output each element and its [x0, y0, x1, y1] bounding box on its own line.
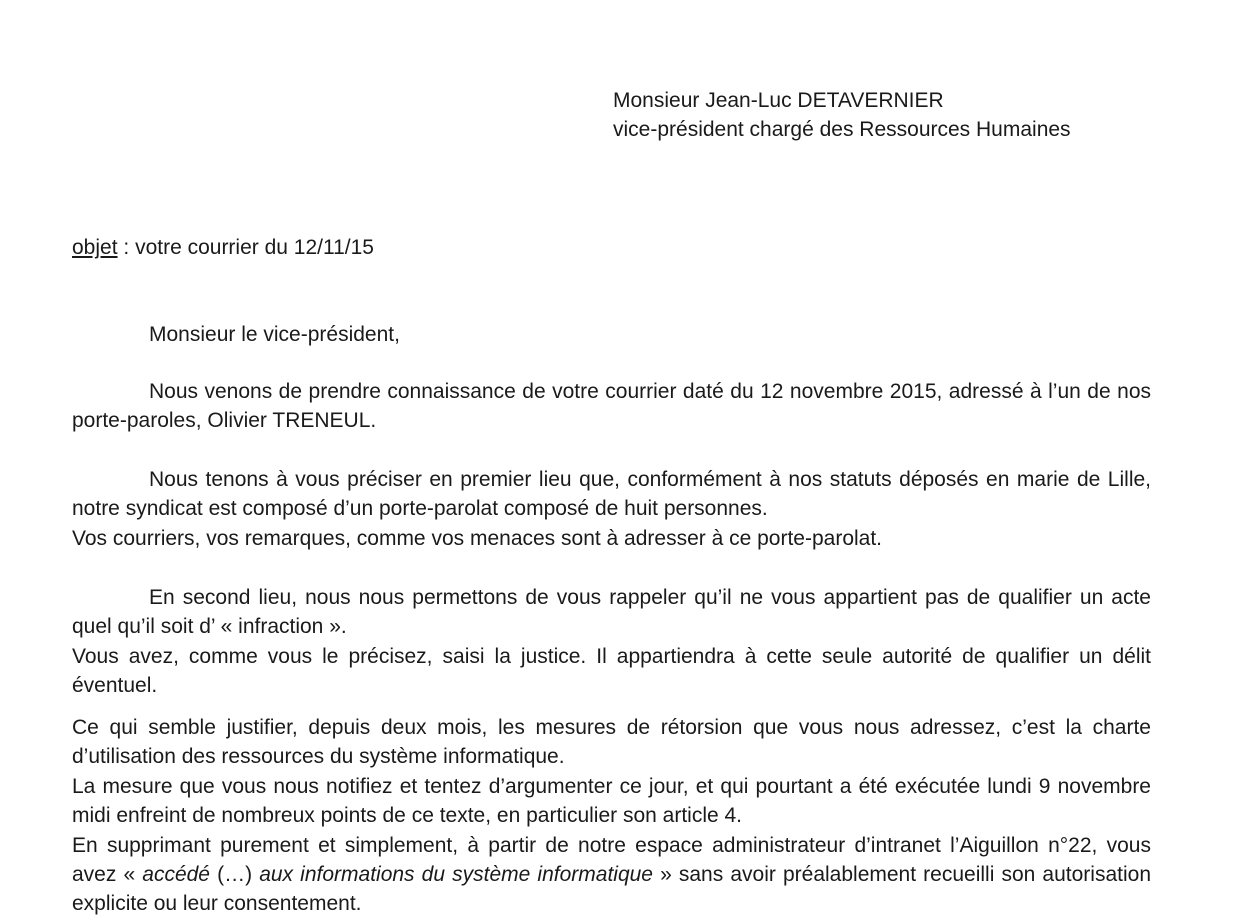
subject-text: votre courrier du 12/11/15 — [135, 236, 374, 259]
subject-separator: : — [117, 236, 136, 259]
paragraph-4-quote-1: accédé — [142, 863, 210, 887]
paragraph-4-text-c-after: » sans avoir préalablement recueilli son autorisation explicite ou leur consentement. — [72, 863, 1152, 916]
paragraph-4-quote-2: aux informations du système informatique — [259, 863, 653, 887]
paragraph-4-text-c — [72, 831, 1151, 919]
paragraph-2-text-b: Vos courriers, vos remarques, comme vos menaces sont à adresser à ce porte-parolat. — [72, 526, 883, 550]
subject-label: objet — [72, 236, 118, 259]
paragraph-4 — [72, 713, 1151, 919]
paragraph-4-text-b: La mesure que vous nous notifiez et tentez d’argumenter ce jour, et qui pourtant a été exécutée lundi 9 novembre midi enfreint de nombreux points de ce texte, en particulier son article 4. — [72, 774, 1151, 828]
paragraph-2 — [72, 465, 1151, 553]
addressee-block — [613, 86, 1071, 144]
subject-line — [72, 233, 374, 262]
paragraph-4-text-c-before: En supprimant purement et simplement, à partir de notre espace administrateur d’intranet l’Aiguillon n°22, vous avez « — [72, 833, 1151, 887]
paragraph-1-text: Nous venons de prendre connaissance de votre courrier daté du 12 novembre 2015, adressé à l’un de nos porte-paroles, Olivier TRENEUL. — [72, 380, 1151, 433]
paragraph-2-text-a: Nous tenons à vous préciser en premier lieu que, conformément à nos statuts déposés en marie de Lille, notre syndicat est composé d’un porte-parolat composé de huit personnes. — [72, 468, 1151, 521]
salutation-block — [72, 320, 1151, 349]
paragraph-4-text-a: Ce qui semble justifier, depuis deux mois, les mesures de rétorsion que vous nous adressez, c’est la charte d’utilisation des ressources du système informatique. — [72, 716, 1151, 769]
paragraph-3 — [72, 583, 1151, 701]
paragraph-3-text-a: En second lieu, nous nous permettons de vous rappeler qu’il ne vous appartient pas de qualifier un acte quel qu’il soit d’ « infraction ». — [72, 586, 1151, 639]
addressee-name: Monsieur Jean-Luc DETAVERNIER — [613, 89, 944, 112]
paragraph-1 — [72, 377, 1151, 436]
paragraph-3-text-b: Vous avez, comme vous le précisez, saisi la justice. Il appartiendra à cette seule autorité de qualifier un délit éventuel. — [72, 644, 1151, 698]
salutation: Monsieur le vice-président, — [149, 323, 400, 346]
paragraph-4-text-c-mid: (…) — [209, 863, 260, 887]
addressee-title: vice-président chargé des Ressources Humaines — [613, 118, 1071, 141]
